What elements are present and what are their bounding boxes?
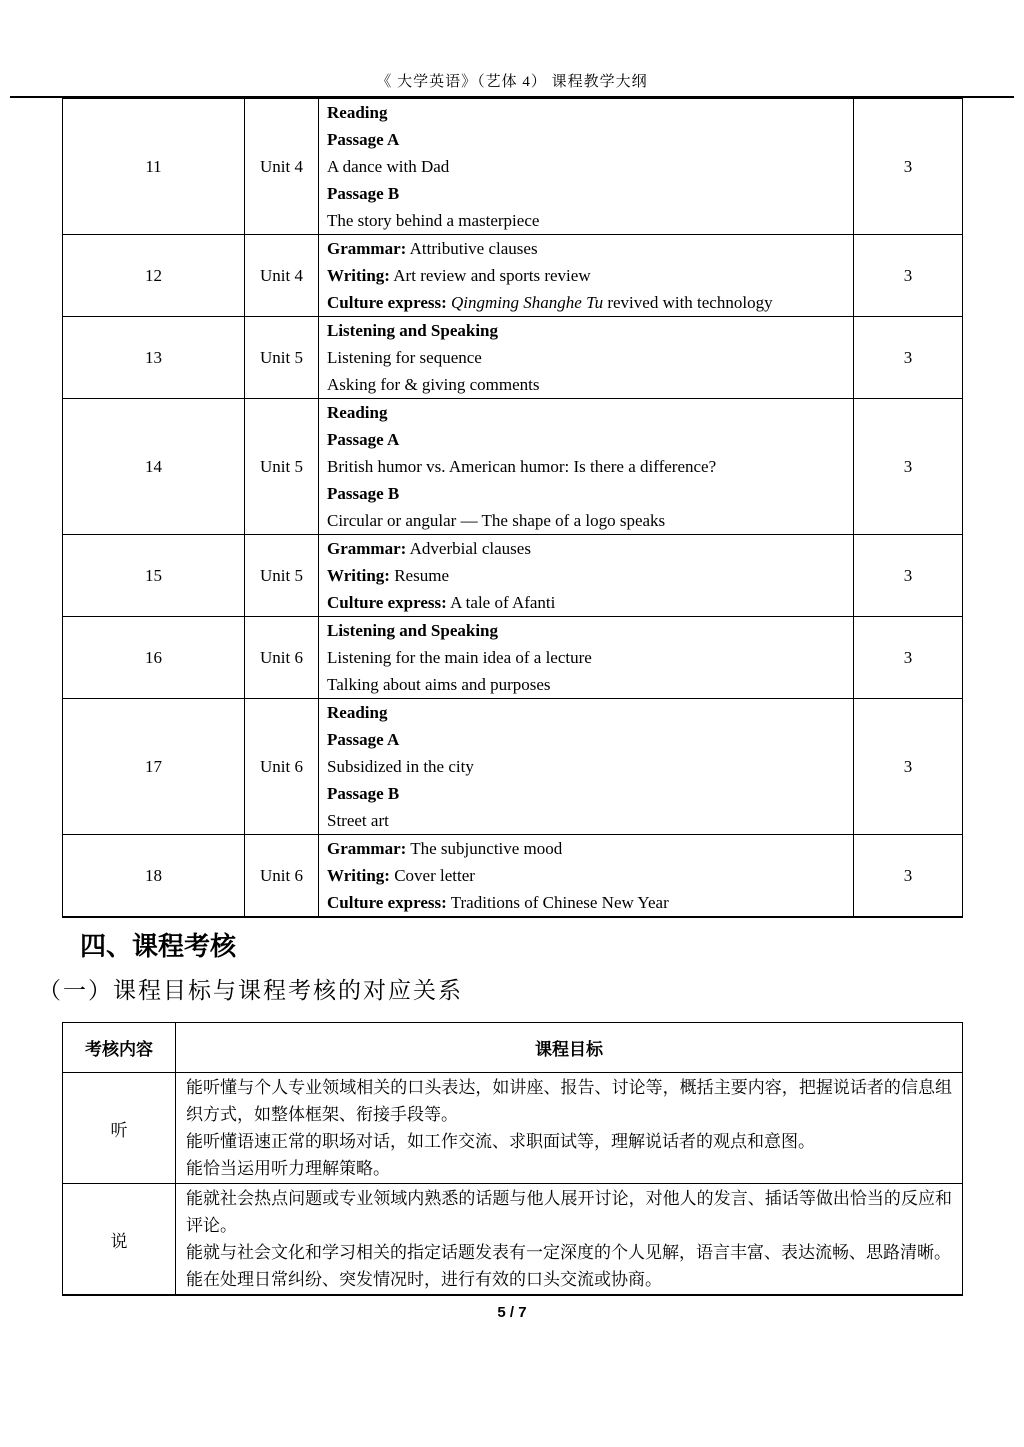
content-line: Grammar: The subjunctive mood	[327, 839, 563, 858]
schedule-row	[63, 535, 963, 617]
hours-cell: 3	[854, 99, 963, 235]
assessment-header-content: 考核内容	[63, 1023, 176, 1073]
section-heading: 四、课程考核	[80, 931, 237, 961]
content-line: Writing: Cover letter	[327, 866, 475, 885]
unit-cell: Unit 4	[245, 235, 319, 317]
unit-cell: Unit 5	[245, 317, 319, 399]
hours-cell: 3	[854, 399, 963, 535]
week-cell: 16	[63, 617, 245, 699]
content-line: Culture express: Traditions of Chinese New Year	[327, 893, 669, 912]
section-subheading: （一）课程目标与课程考核的对应关系	[38, 978, 463, 1003]
content-line: Passage A	[327, 730, 400, 749]
content-cell	[319, 317, 854, 399]
content-line: Asking for & giving comments	[327, 375, 540, 394]
schedule-row	[63, 317, 963, 399]
schedule-row	[63, 99, 963, 235]
schedule-row	[63, 235, 963, 317]
content-line: Passage A	[327, 430, 400, 449]
document-title: 《 大学英语》（艺体 4） 课程教学大纲	[376, 74, 648, 90]
week-cell: 18	[63, 835, 245, 918]
hours-cell: 3	[854, 535, 963, 617]
unit-cell: Unit 5	[245, 535, 319, 617]
week-cell: 15	[63, 535, 245, 617]
content-line: Passage A	[327, 130, 400, 149]
hours-cell: 3	[854, 317, 963, 399]
hours-cell: 3	[854, 617, 963, 699]
content-line: Reading	[327, 403, 388, 422]
week-cell: 13	[63, 317, 245, 399]
schedule-row	[63, 835, 963, 918]
content-line: Grammar: Adverbial clauses	[327, 539, 531, 558]
content-cell	[319, 535, 854, 617]
schedule-row	[63, 617, 963, 699]
schedule-row	[63, 399, 963, 535]
content-line: Reading	[327, 103, 388, 122]
page-number: 5 / 7	[497, 1304, 527, 1321]
content-line: A dance with Dad	[327, 157, 450, 176]
objective-text: 能听懂与个人专业领域相关的口头表达，如讲座、报告、讨论等，概括主要内容，把握说话者的信息组织方式，如整体框架、衔接手段等。	[186, 1078, 952, 1124]
content-line: Circular or angular — The shape of a logo speaks	[327, 511, 666, 530]
content-line: Listening and Speaking	[327, 621, 499, 640]
content-cell	[319, 99, 854, 235]
objective-text: 能恰当运用听力理解策略。	[186, 1159, 390, 1178]
assessment-table-body	[63, 1073, 963, 1296]
content-cell	[319, 235, 854, 317]
content-line: Writing: Resume	[327, 566, 449, 585]
content-line: Talking about aims and purposes	[327, 675, 551, 694]
content-line: Street art	[327, 811, 389, 830]
unit-cell: Unit 6	[245, 617, 319, 699]
week-cell: 11	[63, 99, 245, 235]
content-line: Writing: Art review and sports review	[327, 266, 591, 285]
assessment-label-cell: 听	[63, 1073, 176, 1184]
content-line: Culture express: Qingming Shanghe Tu revived with technology	[327, 293, 773, 312]
content-cell	[319, 835, 854, 918]
week-cell: 17	[63, 699, 245, 835]
content-line: British humor vs. American humor: Is there a difference?	[327, 457, 717, 476]
assessment-row	[63, 1184, 963, 1296]
unit-cell: Unit 5	[245, 399, 319, 535]
content-line: Passage B	[327, 484, 400, 503]
week-cell: 12	[63, 235, 245, 317]
content-cell	[319, 699, 854, 835]
content-line: Listening for the main idea of a lecture	[327, 648, 592, 667]
objective-text: 能就社会热点问题或专业领域内熟悉的话题与他人展开讨论，对他人的发言、插话等做出恰当的反应和评论。	[186, 1189, 952, 1235]
content-line: Reading	[327, 703, 388, 722]
unit-cell: Unit 6	[245, 835, 319, 918]
assessment-row	[63, 1073, 963, 1184]
assessment-header-objectives: 课程目标	[176, 1023, 963, 1073]
hours-cell: 3	[854, 835, 963, 918]
unit-cell: Unit 4	[245, 99, 319, 235]
content-line: Subsidized in the city	[327, 757, 474, 776]
schedule-row	[63, 699, 963, 835]
schedule-table-body	[63, 99, 963, 918]
content-cell	[319, 399, 854, 535]
week-cell: 14	[63, 399, 245, 535]
schedule-table	[62, 98, 963, 918]
objective-text: 能听懂语速正常的职场对话，如工作交流、求职面试等，理解说话者的观点和意图。	[186, 1132, 815, 1151]
assessment-table	[62, 1022, 963, 1296]
content-line: The story behind a masterpiece	[327, 211, 540, 230]
assessment-label-cell: 说	[63, 1184, 176, 1296]
content-line: Listening for sequence	[327, 348, 482, 367]
assessment-header-row	[63, 1023, 963, 1073]
unit-cell: Unit 6	[245, 699, 319, 835]
content-line: Culture express: A tale of Afanti	[327, 593, 556, 612]
assessment-objectives-cell	[176, 1073, 963, 1184]
content-cell	[319, 617, 854, 699]
objective-text: 能在处理日常纠纷、突发情况时，进行有效的口头交流或协商。	[186, 1270, 662, 1289]
hours-cell: 3	[854, 235, 963, 317]
objective-text: 能就与社会文化和学习相关的指定话题发表有一定深度的个人见解，语言丰富、表达流畅、思路清晰。	[186, 1243, 951, 1262]
hours-cell: 3	[854, 699, 963, 835]
content-line: Grammar: Attributive clauses	[327, 239, 538, 258]
content-line: Listening and Speaking	[327, 321, 499, 340]
content-line: Passage B	[327, 184, 400, 203]
content-line: Passage B	[327, 784, 400, 803]
assessment-objectives-cell	[176, 1184, 963, 1296]
